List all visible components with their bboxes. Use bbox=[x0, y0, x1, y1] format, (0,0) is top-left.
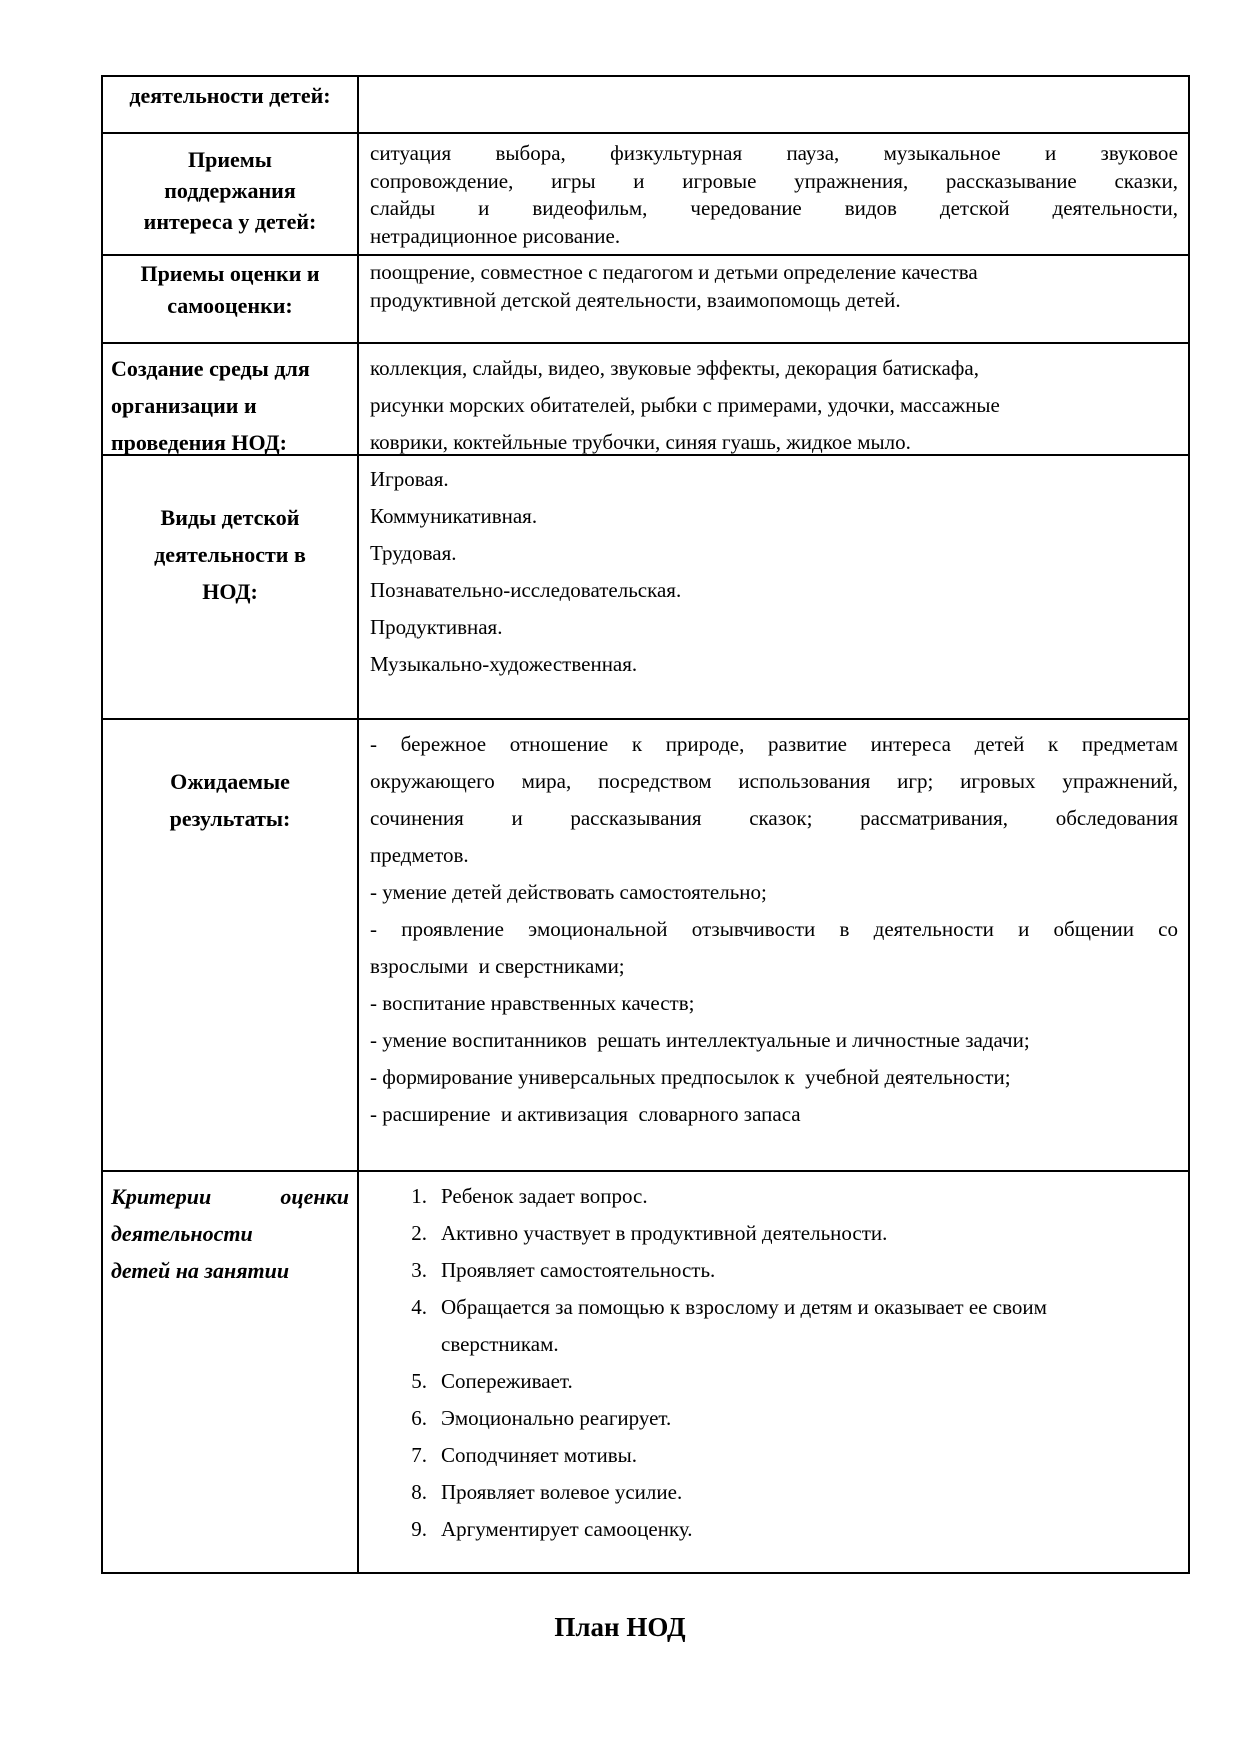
section-heading: План НОД bbox=[554, 1612, 686, 1642]
criteria-item bbox=[389, 1178, 1178, 1215]
result-line: взрослыми и сверстниками; bbox=[370, 954, 625, 978]
item-number: 5. bbox=[411, 1369, 427, 1393]
row-label bbox=[103, 134, 359, 254]
item-text: Проявляет волевое усилие. bbox=[441, 1480, 683, 1504]
item-number: 3. bbox=[411, 1258, 427, 1282]
item-number: 8. bbox=[411, 1480, 427, 1504]
lesson-plan-table bbox=[101, 75, 1190, 1574]
row-label-line: Создание среды для bbox=[111, 356, 310, 381]
row-label-line: деятельности в bbox=[154, 542, 306, 567]
row-label-line: результаты: bbox=[169, 806, 291, 831]
result-line: - воспитание нравственных качеств; bbox=[370, 991, 695, 1015]
table-row bbox=[103, 132, 1188, 254]
row-label-line: Критерии оценки bbox=[111, 1184, 349, 1209]
row-label-line: Виды детской bbox=[160, 505, 300, 530]
result-line: предметов. bbox=[370, 843, 469, 867]
item-text-line: Обращается за помощью к взрослому и детям и оказывает ее своим bbox=[441, 1295, 1047, 1319]
item-text: Аргументирует самооценку. bbox=[441, 1517, 693, 1541]
row-label bbox=[103, 456, 359, 718]
content-line: ситуация выбора, физкультурная пауза, музыкальное и звуковое bbox=[370, 141, 1178, 165]
item-text-line: сверстникам. bbox=[441, 1332, 559, 1356]
result-line: - бережное отношение к природе, развитие интереса детей к предметам bbox=[370, 732, 1178, 756]
item-number: 7. bbox=[411, 1443, 427, 1467]
item-text: Соподчиняет мотивы. bbox=[441, 1443, 637, 1467]
item-text: Проявляет самостоятельность. bbox=[441, 1258, 716, 1282]
row-label bbox=[103, 256, 359, 342]
row-content bbox=[359, 77, 1188, 132]
item-number: 6. bbox=[411, 1406, 427, 1430]
row-label-line: самооценки: bbox=[167, 293, 293, 318]
content-line: сопровождение, игры и игровые упражнения, рассказывание сказки, bbox=[370, 168, 1178, 193]
result-line: - умение воспитанников решать интеллектуальные и личностные задачи; bbox=[370, 1028, 1030, 1052]
activity-item: Познавательно-исследовательская. bbox=[370, 578, 682, 602]
content-line: нетрадиционное рисование. bbox=[370, 223, 621, 248]
criteria-item bbox=[389, 1400, 1178, 1437]
content-line: поощрение, совместное с педагогом и детьми определение качества bbox=[370, 260, 978, 284]
row-label-line: НОД: bbox=[202, 579, 258, 604]
result-line: - проявление эмоциональной отзывчивости в деятельности и общении со bbox=[370, 917, 1178, 941]
activity-item: Музыкально-художественная. bbox=[370, 652, 638, 676]
criteria-item bbox=[389, 1437, 1178, 1474]
item-text: Сопереживает. bbox=[441, 1369, 573, 1393]
row-label-line: деятельности bbox=[111, 1221, 253, 1246]
activity-item: Трудовая. bbox=[370, 541, 457, 565]
row-label: деятельности детей: bbox=[103, 77, 359, 132]
row-content bbox=[359, 720, 1188, 1170]
row-label-line: проведения НОД: bbox=[111, 430, 287, 455]
row-label-line: Ожидаемые bbox=[170, 769, 290, 794]
criteria-item bbox=[389, 1252, 1178, 1289]
row-label bbox=[103, 1172, 359, 1572]
item-text: Активно участвует в продуктивной деятельности. bbox=[441, 1221, 888, 1245]
table-row bbox=[103, 342, 1188, 454]
item-number: 9. bbox=[411, 1517, 427, 1541]
content-line: продуктивной детской деятельности, взаимопомощь детей. bbox=[370, 288, 901, 312]
criteria-item bbox=[389, 1363, 1178, 1400]
result-line: - расширение и активизация словарного запаса bbox=[370, 1102, 801, 1126]
row-label-line: детей на занятии bbox=[111, 1258, 290, 1283]
table-row bbox=[103, 77, 1188, 132]
content-line: слайды и видеофильм, чередование видов детской деятельности, bbox=[370, 196, 1178, 220]
table-row bbox=[103, 718, 1188, 1170]
row-label-line: интереса у детей: bbox=[143, 209, 317, 234]
criteria-list bbox=[359, 1172, 1188, 1572]
activity-item: Игровая. bbox=[370, 467, 449, 491]
content-line: коврики, коктейльные трубочки, синяя гуашь, жидкое мыло. bbox=[370, 430, 911, 454]
activity-item: Продуктивная. bbox=[370, 615, 503, 639]
result-line: сочинения и рассказывания сказок; рассматривания, обследования bbox=[370, 806, 1178, 830]
table-row bbox=[103, 454, 1188, 718]
activity-item: Коммуникативная. bbox=[370, 504, 538, 528]
row-label-line: поддержания bbox=[164, 178, 296, 203]
table-row bbox=[103, 1170, 1188, 1572]
item-number: 2. bbox=[411, 1221, 427, 1245]
criteria-item bbox=[389, 1511, 1178, 1548]
row-content bbox=[359, 344, 1188, 454]
row-content bbox=[359, 456, 1188, 718]
result-line: - умение детей действовать самостоятельно; bbox=[370, 880, 767, 904]
item-text bbox=[441, 1289, 1047, 1363]
criteria-item bbox=[389, 1474, 1178, 1511]
table-row bbox=[103, 254, 1188, 342]
item-number: 1. bbox=[411, 1184, 427, 1208]
criteria-item bbox=[389, 1289, 1178, 1363]
row-content bbox=[359, 134, 1188, 254]
row-label-line: Приемы оценки и bbox=[140, 261, 320, 286]
item-text: Ребенок задает вопрос. bbox=[441, 1184, 648, 1208]
item-text: Эмоционально реагирует. bbox=[441, 1406, 672, 1430]
row-label-line: Приемы bbox=[188, 147, 272, 172]
item-number: 4. bbox=[411, 1295, 427, 1319]
row-content bbox=[359, 256, 1188, 342]
result-line: окружающего мира, посредством использования игр; игровых упражнений, bbox=[370, 769, 1178, 793]
row-label bbox=[103, 344, 359, 454]
content-line: рисунки морских обитателей, рыбки с примерами, удочки, массажные bbox=[370, 393, 1000, 417]
row-label bbox=[103, 720, 359, 1170]
result-line: - формирование универсальных предпосылок к учебной деятельности; bbox=[370, 1065, 1011, 1089]
row-label-line: организации и bbox=[111, 393, 257, 418]
criteria-item bbox=[389, 1215, 1178, 1252]
content-line: коллекция, слайды, видео, звуковые эффекты, декорация батискафа, bbox=[370, 356, 979, 380]
